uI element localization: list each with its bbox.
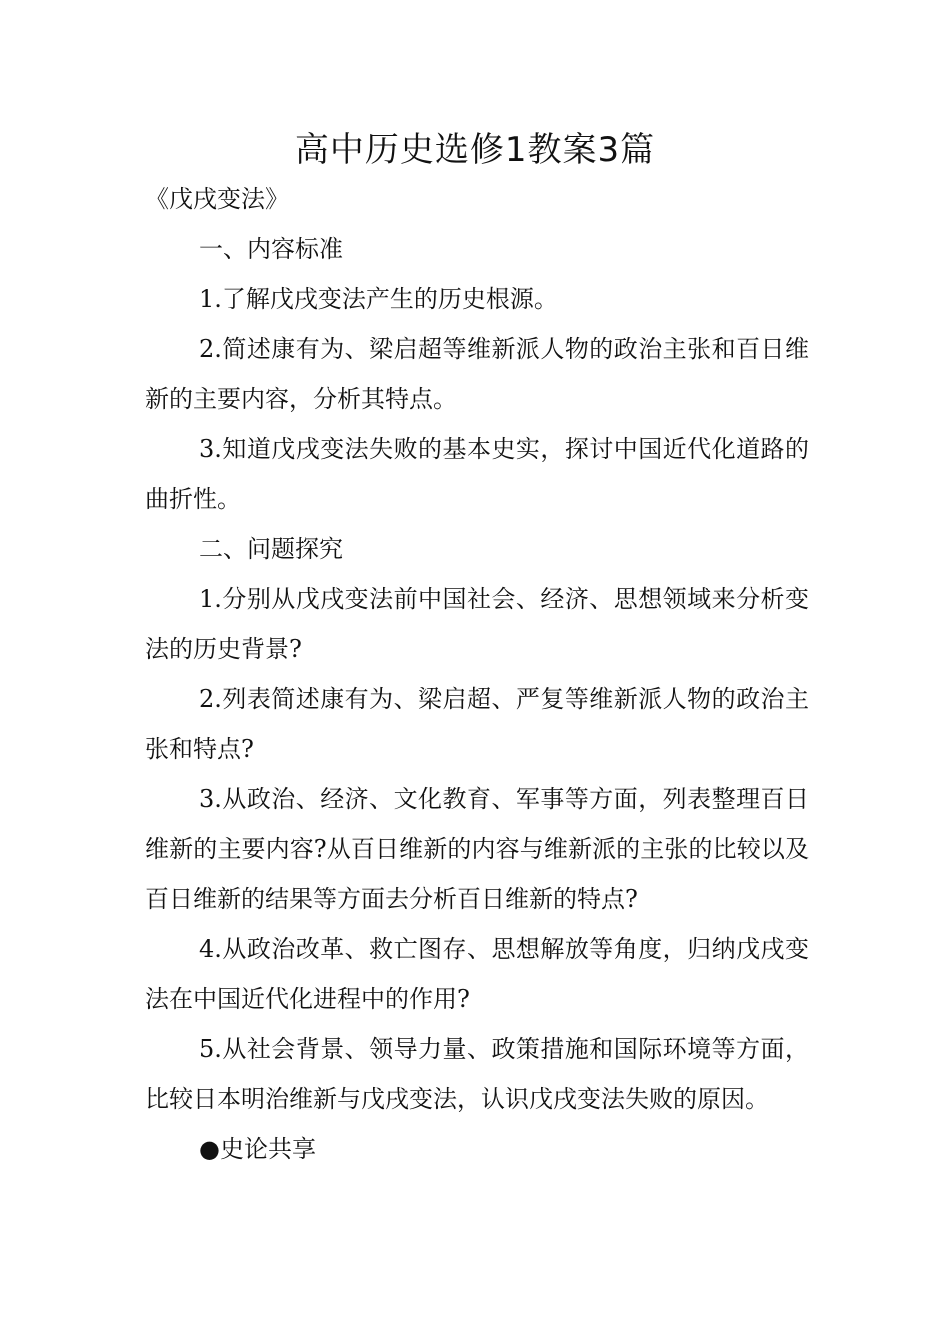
paragraph: 5.从社会背景、领导力量、政策措施和国际环境等方面，比较日本明治维新与戊戌变法，认识戊戌变法失败的原因。	[145, 1035, 809, 1113]
paragraph: 2.列表简述康有为、梁启超、严复等维新派人物的政治主张和特点?	[145, 685, 809, 763]
document-body	[145, 174, 809, 1174]
paragraph: 1.了解戊戌变法产生的历史根源。	[199, 285, 558, 313]
heading-problem-inquiry: 二、问题探究	[199, 535, 343, 563]
paragraph: 2.简述康有为、梁启超等维新派人物的政治主张和百日维新的主要内容，分析其特点。	[145, 335, 809, 413]
section-subtitle: 《戊戌变法》	[145, 185, 289, 213]
paragraph: 3.从政治、经济、文化教育、军事等方面，列表整理百日维新的主要内容?从百日维新的内容与维新派的主张的比较以及百日维新的结果等方面去分析百日维新的特点?	[145, 785, 809, 913]
paragraph: 4.从政治改革、救亡图存、思想解放等角度，归纳戊戌变法在中国近代化进程中的作用?	[145, 935, 809, 1013]
heading-content-standard: 一、内容标准	[199, 235, 343, 263]
document-title: 高中历史选修1教案3篇	[294, 130, 656, 170]
heading-history-sharing: ●史论共享	[199, 1135, 316, 1163]
paragraph: 3.知道戊戌变法失败的基本史实，探讨中国近代化道路的曲折性。	[145, 435, 809, 513]
paragraph: 1.分别从戊戌变法前中国社会、经济、思想领域来分析变法的历史背景?	[145, 585, 809, 663]
